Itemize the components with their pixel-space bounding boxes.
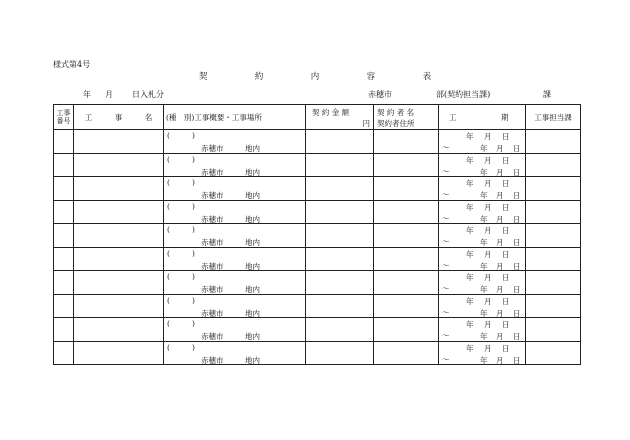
- cell-name[interactable]: [74, 153, 164, 177]
- cell-no[interactable]: [54, 153, 74, 177]
- end-year: 年: [480, 261, 488, 271]
- start-year: 年: [466, 273, 474, 282]
- header-person: 工事担当課: [526, 105, 581, 130]
- cell-amount[interactable]: [306, 294, 374, 318]
- cell-name[interactable]: [74, 177, 164, 201]
- end-month: 月: [496, 144, 504, 153]
- contract-table: [53, 104, 581, 365]
- end-year: 年: [480, 167, 488, 177]
- chinai-label: 地内: [245, 214, 260, 224]
- cell-name[interactable]: [74, 130, 164, 154]
- tilde: ～: [442, 354, 450, 364]
- chinai-label: 地内: [245, 355, 260, 365]
- end-year: 年: [480, 191, 488, 200]
- cell-period[interactable]: [439, 177, 526, 201]
- cell-no[interactable]: [54, 341, 74, 365]
- paren-open: (: [167, 225, 170, 234]
- sub-section: 課: [543, 90, 551, 99]
- paren-open: (: [167, 178, 170, 187]
- city-label: 赤穂市: [201, 167, 224, 177]
- sub-year: 年: [83, 90, 91, 99]
- table-row: [54, 200, 581, 224]
- chinai-label: 地内: [245, 308, 260, 318]
- end-day: 日: [513, 167, 521, 177]
- cell-name[interactable]: [74, 318, 164, 342]
- title-char: 契: [198, 72, 208, 82]
- cell-period[interactable]: [439, 130, 526, 154]
- chinai-label: 地内: [245, 261, 260, 271]
- tilde: ～: [442, 260, 450, 270]
- tilde: ～: [442, 307, 450, 317]
- sub-month: 月: [105, 90, 113, 99]
- cell-person[interactable]: [526, 177, 581, 201]
- cell-person[interactable]: [526, 294, 581, 318]
- cell-person[interactable]: [526, 247, 581, 271]
- cell-summary[interactable]: [164, 153, 306, 177]
- end-day: 日: [513, 285, 521, 294]
- cell-name[interactable]: [74, 271, 164, 295]
- end-month: 月: [496, 285, 504, 294]
- chinai-label: 地内: [245, 191, 260, 200]
- header-name: 工 事 名: [74, 105, 164, 130]
- tilde: ～: [442, 143, 450, 152]
- cell-contractor[interactable]: [374, 271, 439, 295]
- cell-no[interactable]: [54, 200, 74, 224]
- end-year: 年: [480, 214, 488, 224]
- cell-amount[interactable]: [306, 271, 374, 295]
- cell-contractor[interactable]: [374, 294, 439, 318]
- cell-amount[interactable]: [306, 177, 374, 201]
- paren-open: (: [167, 295, 170, 305]
- start-day: 日: [502, 296, 510, 306]
- sub-date-label: 日入札分: [132, 90, 164, 99]
- end-month: 月: [496, 355, 504, 365]
- cell-name[interactable]: [74, 224, 164, 248]
- paren-close: ): [192, 225, 195, 234]
- start-year: 年: [466, 343, 474, 353]
- table-row: [54, 341, 581, 365]
- start-day: 日: [502, 202, 510, 212]
- paren-open: (: [167, 154, 170, 164]
- start-month: 月: [484, 202, 492, 212]
- cell-name[interactable]: [74, 294, 164, 318]
- cell-period[interactable]: [439, 294, 526, 318]
- cell-amount[interactable]: [306, 247, 374, 271]
- paren-close: ): [192, 272, 195, 281]
- cell-summary[interactable]: [164, 224, 306, 248]
- end-month: 月: [496, 214, 504, 224]
- paren-close: ): [192, 201, 195, 211]
- end-day: 日: [513, 191, 521, 200]
- start-year: 年: [466, 132, 474, 141]
- city-label: 赤穂市: [201, 285, 224, 294]
- tilde: ～: [442, 237, 450, 246]
- paren-open: (: [167, 272, 170, 281]
- start-month: 月: [484, 249, 492, 259]
- chinai-label: 地内: [245, 285, 260, 294]
- cell-summary[interactable]: [164, 341, 306, 365]
- end-year: 年: [480, 238, 488, 247]
- end-month: 月: [496, 238, 504, 247]
- paren-close: ): [192, 154, 195, 164]
- cell-summary[interactable]: [164, 200, 306, 224]
- start-month: 月: [484, 132, 492, 141]
- paren-open: (: [167, 131, 170, 140]
- cell-period[interactable]: [439, 271, 526, 295]
- end-month: 月: [496, 332, 504, 341]
- cell-period[interactable]: [439, 341, 526, 365]
- tilde: ～: [442, 166, 450, 176]
- start-day: 日: [502, 179, 510, 188]
- table-row: [54, 247, 581, 271]
- header-row: [54, 105, 581, 130]
- cell-contractor[interactable]: [374, 224, 439, 248]
- paren-close: ): [192, 319, 195, 328]
- end-year: 年: [480, 285, 488, 294]
- start-month: 月: [484, 179, 492, 188]
- cell-period[interactable]: [439, 247, 526, 271]
- start-month: 月: [484, 320, 492, 329]
- cell-no[interactable]: [54, 271, 74, 295]
- city-label: 赤穂市: [201, 214, 224, 224]
- cell-summary[interactable]: [164, 177, 306, 201]
- paren-open: (: [167, 342, 170, 352]
- paren-close: ): [192, 295, 195, 305]
- tilde: ～: [442, 213, 450, 223]
- cell-period[interactable]: [439, 224, 526, 248]
- chinai-label: 地内: [245, 167, 260, 177]
- end-year: 年: [480, 355, 488, 365]
- cell-person[interactable]: [526, 130, 581, 154]
- city-label: 赤穂市: [201, 308, 224, 318]
- start-day: 日: [502, 343, 510, 353]
- end-month: 月: [496, 167, 504, 177]
- start-day: 日: [502, 320, 510, 329]
- cell-name[interactable]: [74, 200, 164, 224]
- end-month: 月: [496, 261, 504, 271]
- cell-summary[interactable]: [164, 318, 306, 342]
- start-day: 日: [502, 273, 510, 282]
- sub-city: 赤穂市: [368, 90, 392, 99]
- document-title: [0, 70, 630, 82]
- header-contractor: 契 約 者 名 契約者住所: [374, 105, 439, 130]
- paren-close: ): [192, 131, 195, 140]
- cell-summary[interactable]: [164, 247, 306, 271]
- start-month: 月: [484, 155, 492, 165]
- title-char: 約: [254, 72, 264, 82]
- start-day: 日: [502, 155, 510, 165]
- start-year: 年: [466, 202, 474, 212]
- cell-contractor[interactable]: [374, 130, 439, 154]
- header-amount: 契 約 金 額 円: [306, 105, 374, 130]
- start-day: 日: [502, 226, 510, 235]
- table-row: [54, 130, 581, 154]
- table-row: [54, 318, 581, 342]
- end-month: 月: [496, 308, 504, 318]
- cell-person[interactable]: [526, 318, 581, 342]
- chinai-label: 地内: [245, 238, 260, 247]
- tilde: ～: [442, 331, 450, 340]
- cell-name[interactable]: [74, 247, 164, 271]
- city-label: 赤穂市: [201, 332, 224, 341]
- end-day: 日: [513, 214, 521, 224]
- title-char: 表: [422, 72, 432, 82]
- cell-summary[interactable]: [164, 130, 306, 154]
- cell-no[interactable]: [54, 224, 74, 248]
- paren-open: (: [167, 248, 170, 258]
- end-month: 月: [496, 191, 504, 200]
- tilde: ～: [442, 190, 450, 199]
- sub-dept: 部(契約担当課): [436, 90, 491, 99]
- end-year: 年: [480, 332, 488, 341]
- cell-no[interactable]: [54, 318, 74, 342]
- end-day: 日: [513, 332, 521, 341]
- cell-person[interactable]: [526, 341, 581, 365]
- start-year: 年: [466, 249, 474, 259]
- start-month: 月: [484, 226, 492, 235]
- end-day: 日: [513, 238, 521, 247]
- cell-amount[interactable]: [306, 153, 374, 177]
- city-label: 赤穂市: [201, 355, 224, 365]
- cell-summary[interactable]: [164, 294, 306, 318]
- cell-contractor[interactable]: [374, 247, 439, 271]
- cell-person[interactable]: [526, 271, 581, 295]
- paren-close: ): [192, 248, 195, 258]
- cell-amount[interactable]: [306, 318, 374, 342]
- cell-no[interactable]: [54, 247, 74, 271]
- cell-amount[interactable]: [306, 341, 374, 365]
- paren-close: ): [192, 342, 195, 352]
- cell-period[interactable]: [439, 153, 526, 177]
- end-year: 年: [480, 308, 488, 318]
- cell-person[interactable]: [526, 224, 581, 248]
- start-day: 日: [502, 132, 510, 141]
- city-label: 赤穂市: [201, 144, 224, 153]
- title-char: 内: [310, 72, 320, 82]
- city-label: 赤穂市: [201, 191, 224, 200]
- chinai-label: 地内: [245, 332, 260, 341]
- start-month: 月: [484, 296, 492, 306]
- cell-amount[interactable]: [306, 130, 374, 154]
- start-day: 日: [502, 249, 510, 259]
- end-day: 日: [513, 144, 521, 153]
- city-label: 赤穂市: [201, 238, 224, 247]
- cell-no[interactable]: [54, 130, 74, 154]
- cell-contractor[interactable]: [374, 177, 439, 201]
- form-number: 様式第4号: [53, 60, 91, 69]
- start-year: 年: [466, 226, 474, 235]
- paren-open: (: [167, 201, 170, 211]
- end-year: 年: [480, 144, 488, 153]
- header-period: 工 期: [439, 105, 526, 130]
- cell-no[interactable]: [54, 177, 74, 201]
- end-day: 日: [513, 355, 521, 365]
- title-char: 容: [366, 72, 376, 82]
- cell-contractor[interactable]: [374, 153, 439, 177]
- paren-open: (: [167, 319, 170, 328]
- chinai-label: 地内: [245, 144, 260, 153]
- header-summary: (種 別)工事概要・工事場所: [164, 105, 306, 130]
- cell-contractor[interactable]: [374, 318, 439, 342]
- table-row: [54, 224, 581, 248]
- end-day: 日: [513, 261, 521, 271]
- tilde: ～: [442, 284, 450, 293]
- start-year: 年: [466, 155, 474, 165]
- cell-contractor[interactable]: [374, 200, 439, 224]
- start-month: 月: [484, 273, 492, 282]
- city-label: 赤穂市: [201, 261, 224, 271]
- cell-amount[interactable]: [306, 224, 374, 248]
- cell-contractor[interactable]: [374, 341, 439, 365]
- cell-no[interactable]: [54, 294, 74, 318]
- table-row: [54, 177, 581, 201]
- table-row: [54, 271, 581, 295]
- table-row: [54, 294, 581, 318]
- start-month: 月: [484, 343, 492, 353]
- start-year: 年: [466, 320, 474, 329]
- header-no: 工事番号: [54, 105, 74, 130]
- end-day: 日: [513, 308, 521, 318]
- cell-period[interactable]: [439, 200, 526, 224]
- start-year: 年: [466, 296, 474, 306]
- cell-amount[interactable]: [306, 200, 374, 224]
- paren-close: ): [192, 178, 195, 187]
- cell-period[interactable]: [439, 318, 526, 342]
- cell-name[interactable]: [74, 341, 164, 365]
- start-year: 年: [466, 179, 474, 188]
- table-row: [54, 153, 581, 177]
- cell-person[interactable]: [526, 200, 581, 224]
- cell-summary[interactable]: [164, 271, 306, 295]
- cell-person[interactable]: [526, 153, 581, 177]
